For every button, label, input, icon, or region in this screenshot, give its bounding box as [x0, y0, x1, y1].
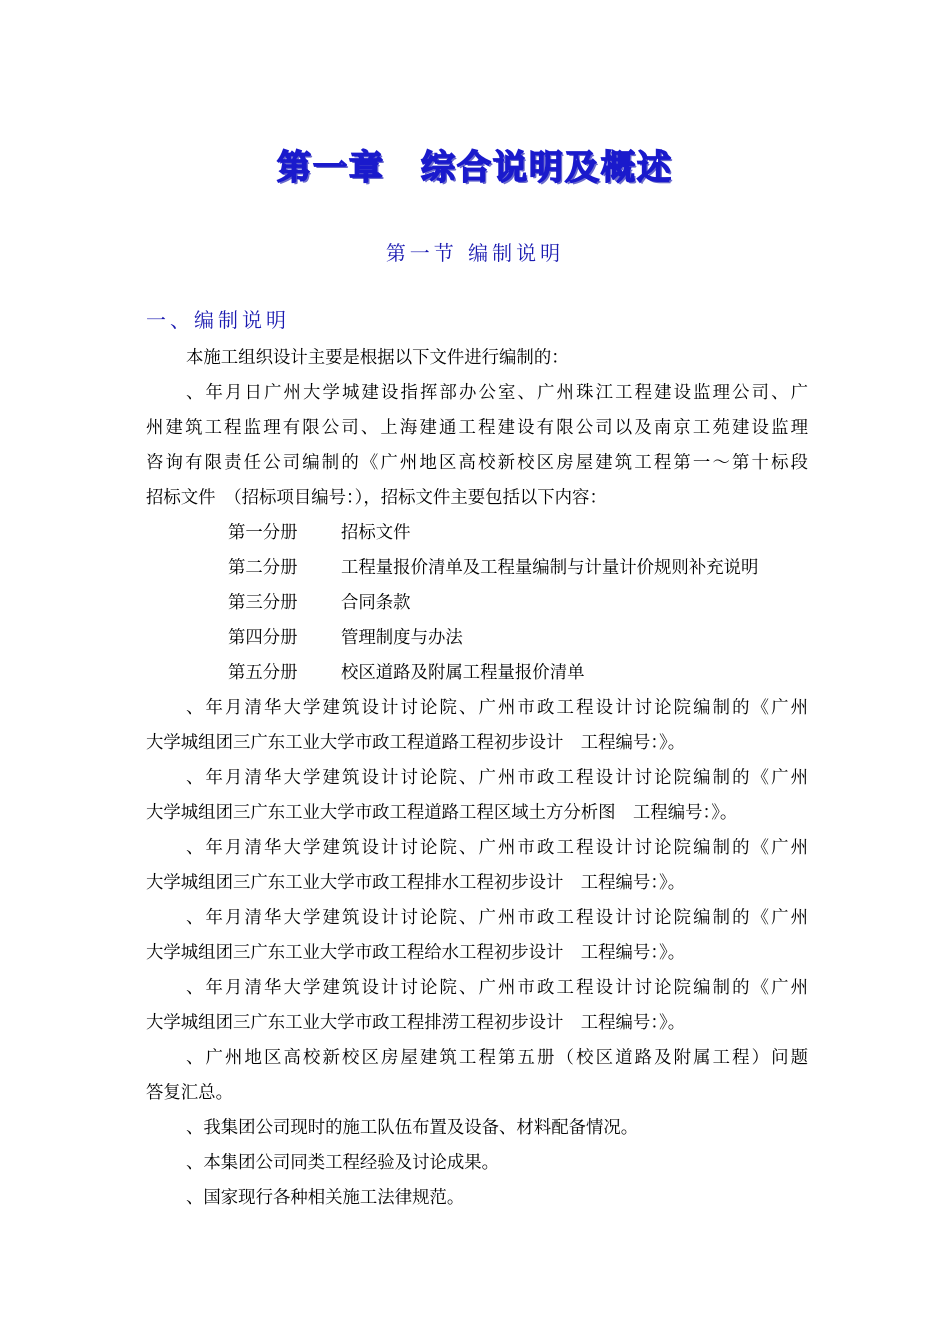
item1-line2: 州建筑工程监理有限公司、上海建通工程建设有限公司以及南京工苑建设监理: [146, 418, 808, 438]
body-text: [146, 341, 808, 1216]
tail-item: 、国家现行各种相关施工法律规范。: [186, 1188, 465, 1208]
chapter-title: 第一章 综合说明及概述: [277, 148, 673, 188]
volume-name: 第五分册: [228, 663, 298, 683]
item1-line4: 招标文件 （招标项目编号：），招标文件主要包括以下内容：: [146, 488, 607, 508]
item-line1: 、年月清华大学建筑设计讨论院、广州市政工程设计讨论院编制的《广州: [186, 978, 808, 998]
volume-desc: 招标文件: [341, 523, 411, 543]
volume-name: 第三分册: [228, 593, 298, 613]
tail-item: 、本集团公司同类工程经验及讨论成果。: [186, 1153, 500, 1173]
item-line2: 答复汇总。: [146, 1083, 233, 1103]
item-line2: 大学城组团三广东工业大学市政工程道路工程区域土方分析图 工程编号：》。: [146, 803, 738, 823]
volume-desc: 校区道路及附属工程量报价清单: [341, 663, 585, 683]
item-line1: 、广州地区高校新校区房屋建筑工程第五册（校区道路及附属工程）问题: [186, 1048, 808, 1068]
section-title: 第一节 编制说明: [385, 241, 565, 265]
volume-desc: 管理制度与办法: [341, 628, 463, 648]
item1-line1: 、年月日广州大学城建设指挥部办公室、广州珠江工程建设监理公司、广: [186, 383, 808, 403]
volume-row: [146, 551, 808, 586]
volume-name: 第四分册: [228, 628, 298, 648]
item-line2: 大学城组团三广东工业大学市政工程排涝工程初步设计 工程编号：》。: [146, 1013, 686, 1033]
tail-item: 、我集团公司现时的施工队伍布置及设备、材料配备情况。: [186, 1118, 639, 1138]
volume-row: [146, 621, 808, 656]
item-line1: 、年月清华大学建筑设计讨论院、广州市政工程设计讨论院编制的《广州: [186, 908, 808, 928]
volume-desc: 工程量报价清单及工程量编制与计量计价规则补充说明: [341, 558, 759, 578]
item-line1: 、年月清华大学建筑设计讨论院、广州市政工程设计讨论院编制的《广州: [186, 698, 808, 718]
item-line1: 、年月清华大学建筑设计讨论院、广州市政工程设计讨论院编制的《广州: [186, 768, 808, 788]
item-line1: 、年月清华大学建筑设计讨论院、广州市政工程设计讨论院编制的《广州: [186, 838, 808, 858]
volume-name: 第一分册: [228, 523, 298, 543]
volume-row: [146, 516, 808, 551]
sub-heading: 一、编制说明: [146, 308, 290, 332]
volume-name: 第二分册: [228, 558, 298, 578]
item-line2: 大学城组团三广东工业大学市政工程给水工程初步设计 工程编号：》。: [146, 943, 686, 963]
volume-desc: 合同条款: [341, 593, 411, 613]
item1-line3: 咨询有限责任公司编制的《广州地区高校新校区房屋建筑工程第一～第十标段: [146, 453, 808, 473]
volume-row: [146, 656, 808, 691]
item-line2: 大学城组团三广东工业大学市政工程道路工程初步设计 工程编号：》。: [146, 733, 686, 753]
volume-row: [146, 586, 808, 621]
intro-paragraph: 本施工组织设计主要是根据以下文件进行编制的：: [186, 348, 569, 368]
item-line2: 大学城组团三广东工业大学市政工程排水工程初步设计 工程编号：》。: [146, 873, 686, 893]
